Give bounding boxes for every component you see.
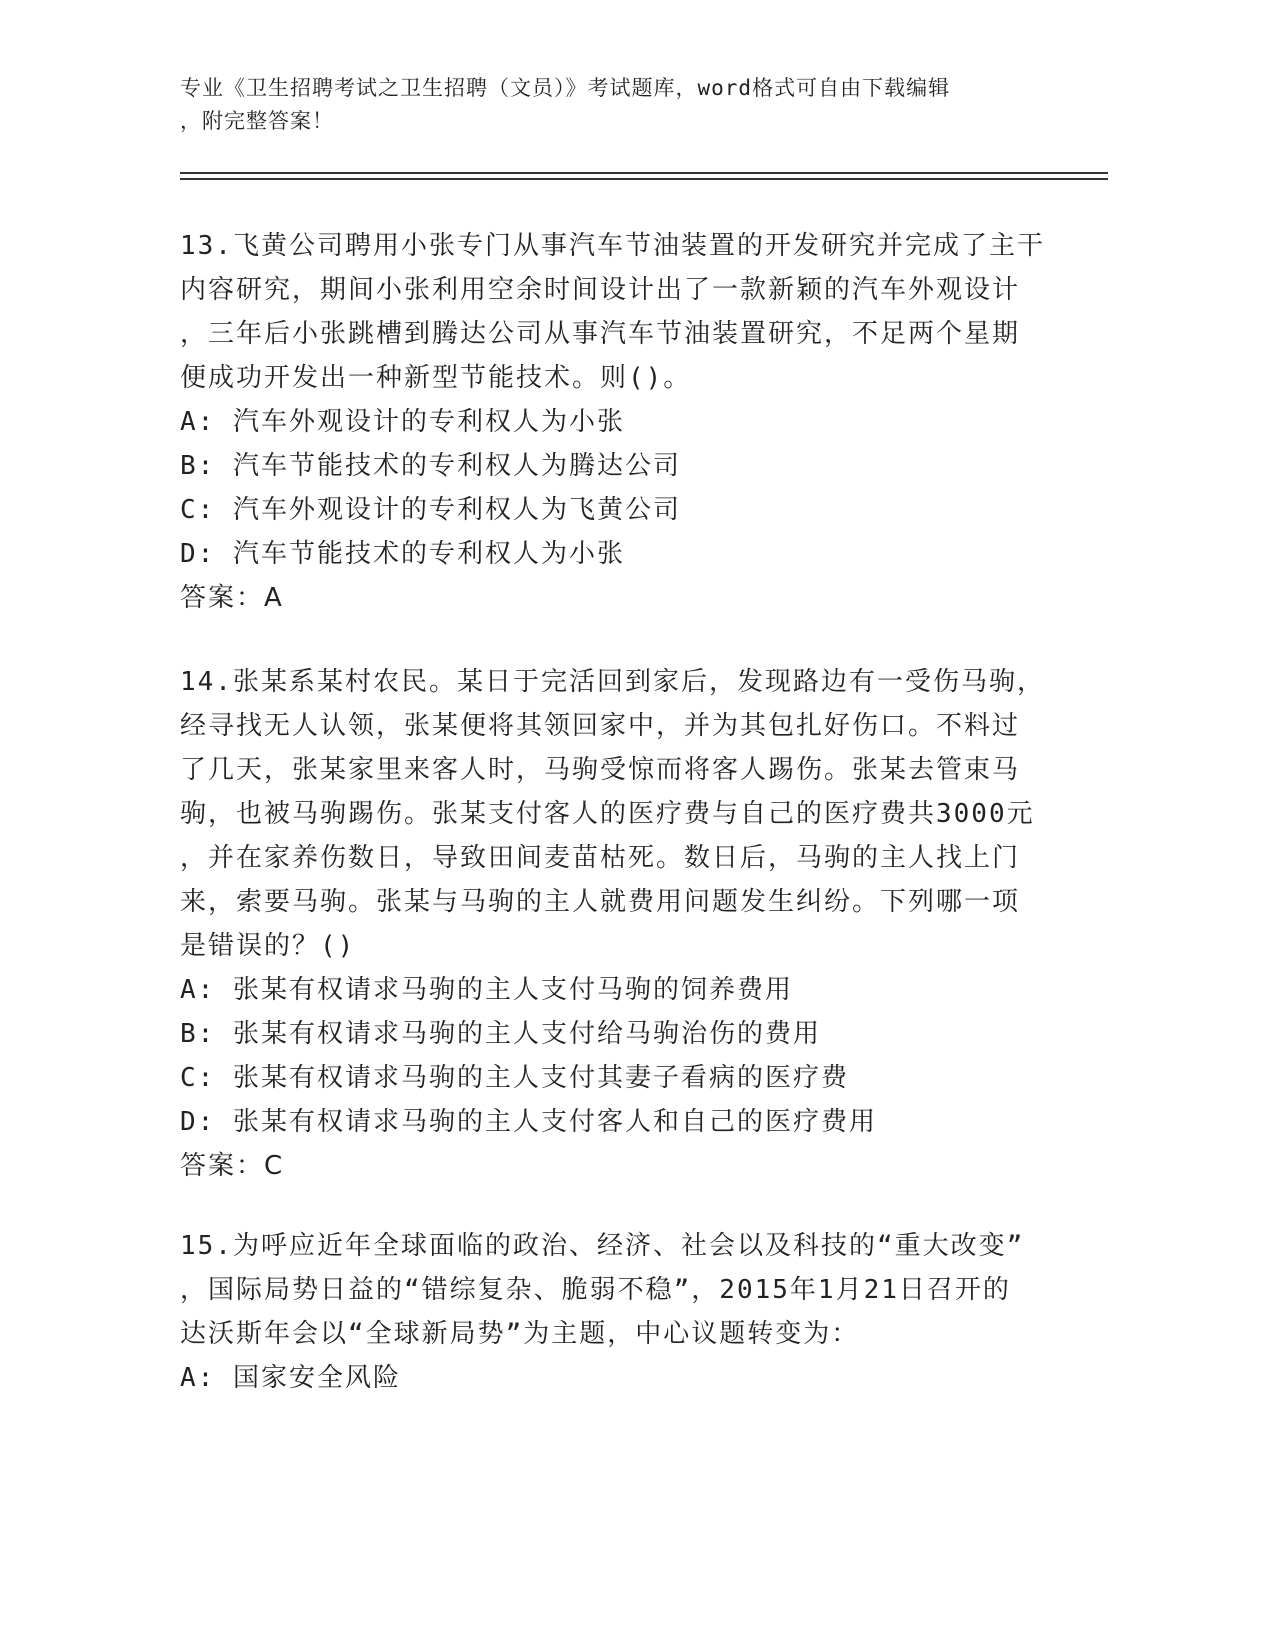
question-13-stem: [180, 224, 1060, 400]
question-line: 来，索要马驹。张某与马驹的主人就费用问题发生纠纷。下列哪一项: [180, 887, 1021, 917]
question-line: ，并在家养伤数日，导致田间麦苗枯死。数日后，马驹的主人找上门: [180, 843, 1021, 873]
question-14: [180, 660, 1060, 1188]
option-b: B: 张某有权请求马驹的主人支付给马驹治伤的费用: [180, 1019, 821, 1049]
option-a: A: 国家安全风险: [180, 1363, 401, 1393]
question-line: 便成功开发出一种新型节能技术。则()。: [180, 363, 692, 393]
question-line: ，三年后小张跳槽到腾达公司从事汽车节油装置研究，不足两个星期: [180, 319, 1021, 349]
answer-label: 答案：C: [180, 1151, 285, 1181]
document-header: [180, 72, 1060, 138]
option-c: C: 张某有权请求马驹的主人支付其妻子看病的医疗费: [180, 1063, 849, 1093]
header-divider-bottom: [180, 178, 1108, 180]
question-line: 13.飞黄公司聘用小张专门从事汽车节油装置的开发研究并完成了主干: [180, 231, 1045, 261]
question-line: 驹，也被马驹踢伤。张某支付客人的医疗费与自己的医疗费共3000元: [180, 799, 1035, 829]
question-14-stem: [180, 660, 1060, 968]
question-15-stem: [180, 1224, 1060, 1356]
question-line: 内容研究，期间小张利用空余时间设计出了一款新颖的汽车外观设计: [180, 275, 1021, 305]
question-15: [180, 1224, 1060, 1400]
question-line: 达沃斯年会以“全球新局势”为主题，中心议题转变为：: [180, 1319, 860, 1349]
option-d: D: 汽车节能技术的专利权人为小张: [180, 539, 625, 569]
option-c: C: 汽车外观设计的专利权人为飞黄公司: [180, 495, 681, 525]
question-line: 经寻找无人认领，张某便将其领回家中，并为其包扎好伤口。不料过: [180, 711, 1021, 741]
question-line: 是错误的？(): [180, 931, 356, 961]
option-d: D: 张某有权请求马驹的主人支付客人和自己的医疗费用: [180, 1107, 877, 1137]
header-line-1: 专业《卫生招聘考试之卫生招聘（文员）》考试题库，word格式可自由下载编辑: [180, 76, 951, 100]
question-13: [180, 224, 1060, 620]
header-divider-top: [180, 172, 1108, 174]
option-a: A: 张某有权请求马驹的主人支付马驹的饲养费用: [180, 975, 793, 1005]
option-a: A: 汽车外观设计的专利权人为小张: [180, 407, 625, 437]
question-line: ，国际局势日益的“错综复杂、脆弱不稳”，2015年1月21日召开的: [180, 1275, 1011, 1305]
question-line: 了几天，张某家里来客人时，马驹受惊而将客人踢伤。张某去管束马: [180, 755, 1021, 785]
question-line: 15.为呼应近年全球面临的政治、经济、社会以及科技的“重大改变”: [180, 1231, 1025, 1261]
answer-label: 答案：A: [180, 583, 284, 613]
header-line-2: ，附完整答案！: [180, 109, 334, 133]
question-line: 14.张某系某村农民。某日于完活回到家后，发现路边有一受伤马驹，: [180, 667, 1045, 697]
option-b: B: 汽车节能技术的专利权人为腾达公司: [180, 451, 681, 481]
